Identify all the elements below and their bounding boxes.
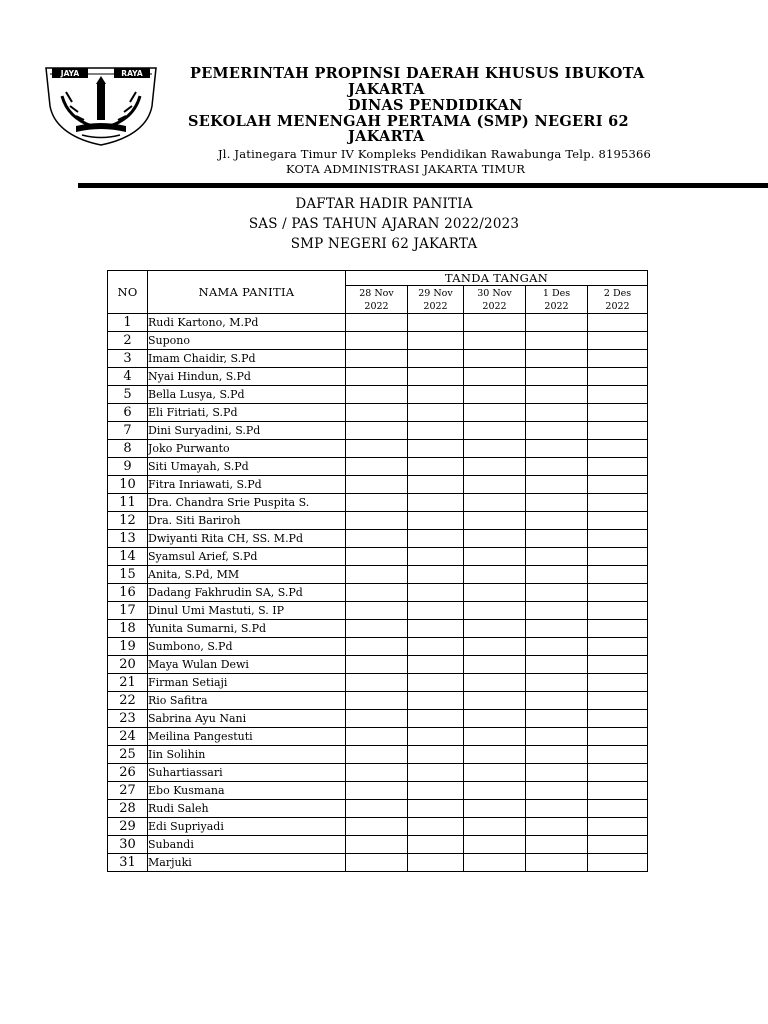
signature-cell[interactable] (408, 602, 464, 620)
signature-cell[interactable] (588, 332, 648, 350)
signature-cell[interactable] (408, 782, 464, 800)
committee-member-name: Dwiyanti Rita CH, SS. M.Pd (148, 530, 346, 548)
logo-text-raya: RAYA (121, 69, 143, 78)
logo-text-jaya: JAYA (60, 69, 80, 78)
signature-cell[interactable] (346, 710, 408, 728)
table-row (108, 368, 648, 386)
header-name: NAMA PANITIA (148, 271, 346, 314)
signature-cell[interactable] (408, 710, 464, 728)
committee-member-name: Joko Purwanto (148, 440, 346, 458)
letterhead-school: SEKOLAH MENENGAH PERTAMA (SMP) NEGERI 62 (188, 113, 629, 130)
signature-cell[interactable] (346, 674, 408, 692)
signature-cell[interactable] (346, 314, 408, 332)
signature-cell[interactable] (346, 656, 408, 674)
signature-cell[interactable] (346, 602, 408, 620)
row-number: 9 (108, 458, 148, 476)
signature-cell[interactable] (526, 710, 588, 728)
signature-cell[interactable] (588, 782, 648, 800)
signature-cell[interactable] (588, 494, 648, 512)
signature-cell[interactable] (588, 818, 648, 836)
signature-cell[interactable] (464, 638, 526, 656)
signature-cell[interactable] (464, 314, 526, 332)
table-row (108, 710, 648, 728)
signature-cell[interactable] (408, 386, 464, 404)
row-number: 7 (108, 422, 148, 440)
letterhead-city: JAKARTA (348, 128, 425, 145)
row-number: 15 (108, 566, 148, 584)
signature-cell[interactable] (408, 368, 464, 386)
row-number: 12 (108, 512, 148, 530)
signature-cell[interactable] (408, 350, 464, 368)
signature-cell[interactable] (464, 440, 526, 458)
signature-cell[interactable] (346, 386, 408, 404)
signature-cell[interactable] (464, 728, 526, 746)
row-number: 28 (108, 800, 148, 818)
table-row (108, 854, 648, 872)
signature-cell[interactable] (408, 692, 464, 710)
signature-cell[interactable] (526, 854, 588, 872)
signature-cell[interactable] (464, 566, 526, 584)
signature-cell[interactable] (526, 350, 588, 368)
signature-cell[interactable] (588, 584, 648, 602)
committee-member-name: Bella Lusya, S.Pd (148, 386, 346, 404)
committee-member-name: Suhartiassari (148, 764, 346, 782)
signature-cell[interactable] (346, 476, 408, 494)
signature-cell[interactable] (588, 854, 648, 872)
signature-cell[interactable] (346, 854, 408, 872)
letterhead-government: PEMERINTAH PROPINSI DAERAH KHUSUS IBUKOTA (190, 65, 645, 82)
signature-cell[interactable] (526, 638, 588, 656)
attendance-table (107, 270, 648, 872)
signature-cell[interactable] (346, 818, 408, 836)
title-line-3: SMP NEGERI 62 JAKARTA (290, 236, 478, 252)
signature-cell[interactable] (464, 854, 526, 872)
table-row (108, 620, 648, 638)
table-row (108, 422, 648, 440)
signature-cell[interactable] (526, 620, 588, 638)
signature-cell[interactable] (464, 818, 526, 836)
committee-member-name: Meilina Pangestuti (148, 728, 346, 746)
signature-cell[interactable] (588, 314, 648, 332)
signature-cell[interactable] (408, 800, 464, 818)
signature-cell[interactable] (464, 620, 526, 638)
signature-cell[interactable] (408, 728, 464, 746)
signature-cell[interactable] (346, 800, 408, 818)
signature-cell[interactable] (464, 764, 526, 782)
table-row (108, 692, 648, 710)
signature-cell[interactable] (588, 710, 648, 728)
signature-cell[interactable] (526, 440, 588, 458)
committee-member-name: Firman Setiaji (148, 674, 346, 692)
signature-cell[interactable] (346, 512, 408, 530)
signature-cell[interactable] (464, 476, 526, 494)
committee-member-name: Dadang Fakhrudin SA, S.Pd (148, 584, 346, 602)
signature-cell[interactable] (526, 836, 588, 854)
signature-cell[interactable] (346, 638, 408, 656)
row-number: 3 (108, 350, 148, 368)
committee-member-name: Dinul Umi Mastuti, S. IP (148, 602, 346, 620)
signature-cell[interactable] (346, 494, 408, 512)
signature-cell[interactable] (408, 566, 464, 584)
signature-cell[interactable] (464, 350, 526, 368)
committee-member-name: Rio Safitra (148, 692, 346, 710)
table-row (108, 548, 648, 566)
committee-member-name: Syamsul Arief, S.Pd (148, 548, 346, 566)
signature-cell[interactable] (526, 512, 588, 530)
signature-cell[interactable] (464, 674, 526, 692)
row-number: 14 (108, 548, 148, 566)
signature-cell[interactable] (408, 620, 464, 638)
signature-cell[interactable] (464, 332, 526, 350)
row-number: 21 (108, 674, 148, 692)
signature-cell[interactable] (588, 458, 648, 476)
row-number: 26 (108, 764, 148, 782)
signature-cell[interactable] (588, 602, 648, 620)
signature-cell[interactable] (408, 476, 464, 494)
signature-cell[interactable] (464, 404, 526, 422)
signature-cell[interactable] (526, 494, 588, 512)
signature-cell[interactable] (408, 494, 464, 512)
signature-cell[interactable] (526, 458, 588, 476)
signature-cell[interactable] (408, 656, 464, 674)
signature-cell[interactable] (464, 458, 526, 476)
committee-member-name: Sumbono, S.Pd (148, 638, 346, 656)
committee-member-name: Rudi Kartono, M.Pd (148, 314, 346, 332)
committee-member-name: Iin Solihin (148, 746, 346, 764)
signature-cell[interactable] (588, 692, 648, 710)
table-row (108, 764, 648, 782)
signature-cell[interactable] (464, 530, 526, 548)
committee-member-name: Eli Fitriati, S.Pd (148, 404, 346, 422)
signature-cell[interactable] (464, 692, 526, 710)
row-number: 10 (108, 476, 148, 494)
signature-cell[interactable] (588, 404, 648, 422)
signature-cell[interactable] (408, 836, 464, 854)
letterhead-department: DINAS PENDIDIKAN (348, 97, 523, 114)
signature-cell[interactable] (526, 314, 588, 332)
row-number: 30 (108, 836, 148, 854)
signature-cell[interactable] (526, 422, 588, 440)
table-row (108, 494, 648, 512)
row-number: 1 (108, 314, 148, 332)
table-row (108, 332, 648, 350)
signature-cell[interactable] (588, 746, 648, 764)
letterhead-province: JAKARTA (348, 81, 425, 98)
signature-cell[interactable] (408, 548, 464, 566)
signature-cell[interactable] (588, 656, 648, 674)
signature-cell[interactable] (464, 512, 526, 530)
signature-cell[interactable] (408, 314, 464, 332)
signature-cell[interactable] (408, 512, 464, 530)
signature-cell[interactable] (408, 422, 464, 440)
signature-cell[interactable] (408, 530, 464, 548)
signature-cell[interactable] (346, 764, 408, 782)
letterhead-divider (78, 183, 768, 188)
signature-cell[interactable] (588, 620, 648, 638)
signature-cell[interactable] (526, 692, 588, 710)
table-row (108, 782, 648, 800)
row-number: 2 (108, 332, 148, 350)
signature-cell[interactable] (346, 548, 408, 566)
signature-cell[interactable] (588, 638, 648, 656)
signature-cell[interactable] (464, 584, 526, 602)
table-row (108, 746, 648, 764)
row-number: 17 (108, 602, 148, 620)
row-number: 20 (108, 656, 148, 674)
table-row (108, 314, 648, 332)
table-row (108, 818, 648, 836)
signature-cell[interactable] (464, 494, 526, 512)
signature-cell[interactable] (588, 422, 648, 440)
header-date: 28 Nov 2022 (346, 286, 408, 314)
row-number: 8 (108, 440, 148, 458)
row-number: 31 (108, 854, 148, 872)
signature-cell[interactable] (526, 476, 588, 494)
committee-member-name: Marjuki (148, 854, 346, 872)
table-row (108, 512, 648, 530)
row-number: 4 (108, 368, 148, 386)
signature-cell[interactable] (526, 530, 588, 548)
table-row (108, 728, 648, 746)
signature-cell[interactable] (588, 368, 648, 386)
signature-cell[interactable] (526, 548, 588, 566)
signature-cell[interactable] (588, 728, 648, 746)
signature-cell[interactable] (588, 386, 648, 404)
committee-member-name: Edi Supriyadi (148, 818, 346, 836)
signature-cell[interactable] (588, 548, 648, 566)
table-row (108, 656, 648, 674)
signature-cell[interactable] (464, 602, 526, 620)
signature-cell[interactable] (408, 332, 464, 350)
table-row (108, 440, 648, 458)
signature-cell[interactable] (464, 386, 526, 404)
letterhead-municipality: KOTA ADMINISTRASI JAKARTA TIMUR (286, 162, 526, 176)
signature-cell[interactable] (464, 710, 526, 728)
signature-cell[interactable] (464, 422, 526, 440)
row-number: 23 (108, 710, 148, 728)
signature-cell[interactable] (408, 674, 464, 692)
signature-cell[interactable] (526, 656, 588, 674)
committee-member-name: Dini Suryadini, S.Pd (148, 422, 346, 440)
signature-cell[interactable] (346, 836, 408, 854)
signature-cell[interactable] (346, 440, 408, 458)
signature-cell[interactable] (588, 674, 648, 692)
signature-cell[interactable] (526, 602, 588, 620)
row-number: 18 (108, 620, 148, 638)
table-row (108, 458, 648, 476)
row-number: 25 (108, 746, 148, 764)
signature-cell[interactable] (526, 782, 588, 800)
signature-cell[interactable] (526, 800, 588, 818)
signature-cell[interactable] (526, 332, 588, 350)
row-number: 27 (108, 782, 148, 800)
signature-cell[interactable] (408, 854, 464, 872)
committee-member-name: Anita, S.Pd, MM (148, 566, 346, 584)
signature-cell[interactable] (526, 386, 588, 404)
signature-cell[interactable] (588, 836, 648, 854)
table-row (108, 386, 648, 404)
signature-cell[interactable] (346, 692, 408, 710)
signature-cell[interactable] (346, 746, 408, 764)
signature-cell[interactable] (346, 350, 408, 368)
title-line-2: SAS / PAS TAHUN AJARAN 2022/2023 (248, 216, 520, 232)
signature-cell[interactable] (408, 458, 464, 476)
signature-cell[interactable] (526, 746, 588, 764)
table-row (108, 638, 648, 656)
signature-cell[interactable] (346, 530, 408, 548)
letterhead-address: Jl. Jatinegara Timur IV Kompleks Pendidikan Rawabunga Telp. 8195366 (218, 147, 652, 161)
signature-cell[interactable] (408, 818, 464, 836)
row-number: 13 (108, 530, 148, 548)
signature-cell[interactable] (588, 530, 648, 548)
signature-cell[interactable] (346, 620, 408, 638)
title-line-1: DAFTAR HADIR PANITIA (295, 196, 473, 212)
signature-cell[interactable] (588, 566, 648, 584)
signature-cell[interactable] (464, 656, 526, 674)
signature-cell[interactable] (526, 674, 588, 692)
table-row (108, 350, 648, 368)
signature-cell[interactable] (588, 764, 648, 782)
signature-cell[interactable] (408, 746, 464, 764)
signature-cell[interactable] (526, 728, 588, 746)
signature-cell[interactable] (588, 440, 648, 458)
committee-member-name: Rudi Saleh (148, 800, 346, 818)
signature-cell[interactable] (526, 584, 588, 602)
signature-cell[interactable] (346, 404, 408, 422)
jakarta-emblem-logo (42, 66, 160, 146)
signature-cell[interactable] (588, 350, 648, 368)
signature-cell[interactable] (464, 836, 526, 854)
row-number: 16 (108, 584, 148, 602)
signature-cell[interactable] (346, 728, 408, 746)
row-number: 29 (108, 818, 148, 836)
header-date: 30 Nov 2022 (464, 286, 526, 314)
signature-cell[interactable] (346, 584, 408, 602)
signature-cell[interactable] (346, 782, 408, 800)
table-row (108, 566, 648, 584)
row-number: 22 (108, 692, 148, 710)
row-number: 19 (108, 638, 148, 656)
signature-cell[interactable] (526, 566, 588, 584)
signature-cell[interactable] (346, 566, 408, 584)
table-row (108, 674, 648, 692)
row-number: 24 (108, 728, 148, 746)
committee-member-name: Yunita Sumarni, S.Pd (148, 620, 346, 638)
table-row (108, 530, 648, 548)
attendance-rows (108, 314, 648, 872)
table-row (108, 800, 648, 818)
signature-cell[interactable] (464, 782, 526, 800)
committee-member-name: Ebo Kusmana (148, 782, 346, 800)
signature-cell[interactable] (464, 548, 526, 566)
signature-cell[interactable] (526, 404, 588, 422)
table-row (108, 584, 648, 602)
committee-member-name: Siti Umayah, S.Pd (148, 458, 346, 476)
row-number: 11 (108, 494, 148, 512)
header-date: 29 Nov 2022 (408, 286, 464, 314)
committee-member-name: Supono (148, 332, 346, 350)
signature-cell[interactable] (408, 764, 464, 782)
signature-cell[interactable] (526, 818, 588, 836)
signature-cell[interactable] (464, 746, 526, 764)
letterhead (160, 66, 720, 177)
table-row (108, 602, 648, 620)
table-row (108, 404, 648, 422)
signature-cell[interactable] (408, 440, 464, 458)
header-no: NO (108, 271, 148, 314)
signature-cell[interactable] (588, 476, 648, 494)
committee-member-name: Dra. Siti Bariroh (148, 512, 346, 530)
signature-cell[interactable] (346, 368, 408, 386)
table-row (108, 476, 648, 494)
committee-member-name: Nyai Hindun, S.Pd (148, 368, 346, 386)
signature-cell[interactable] (588, 800, 648, 818)
signature-cell[interactable] (346, 422, 408, 440)
signature-cell[interactable] (464, 368, 526, 386)
committee-member-name: Maya Wulan Dewi (148, 656, 346, 674)
header-signature: TANDA TANGAN (346, 271, 648, 286)
committee-member-name: Subandi (148, 836, 346, 854)
committee-member-name: Fitra Inriawati, S.Pd (148, 476, 346, 494)
signature-cell[interactable] (346, 332, 408, 350)
document-title (0, 194, 768, 254)
committee-member-name: Imam Chaidir, S.Pd (148, 350, 346, 368)
row-number: 5 (108, 386, 148, 404)
header-date: 2 Des 2022 (588, 286, 648, 314)
header-date: 1 Des 2022 (526, 286, 588, 314)
signature-cell[interactable] (408, 404, 464, 422)
signature-cell[interactable] (526, 368, 588, 386)
signature-cell[interactable] (464, 800, 526, 818)
signature-cell[interactable] (408, 584, 464, 602)
committee-member-name: Sabrina Ayu Nani (148, 710, 346, 728)
signature-cell[interactable] (346, 458, 408, 476)
row-number: 6 (108, 404, 148, 422)
table-row (108, 836, 648, 854)
signature-cell[interactable] (588, 512, 648, 530)
signature-cell[interactable] (526, 764, 588, 782)
committee-member-name: Dra. Chandra Srie Puspita S. (148, 494, 346, 512)
signature-cell[interactable] (408, 638, 464, 656)
